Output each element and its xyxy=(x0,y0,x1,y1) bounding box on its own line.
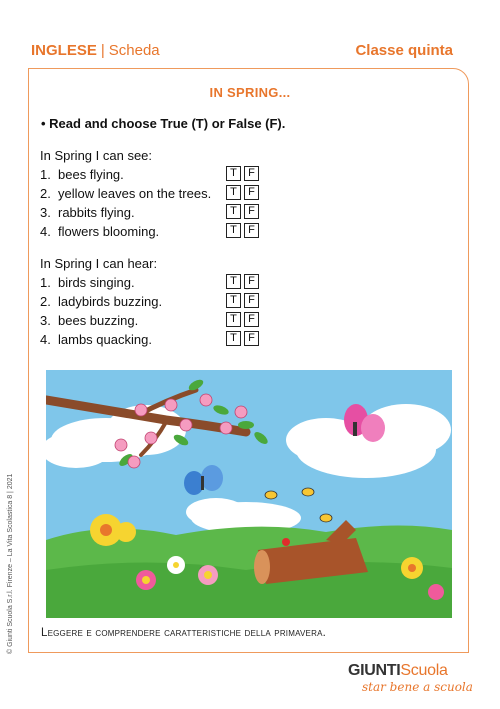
instruction: • Read and choose True (T) or False (F). xyxy=(41,116,286,131)
flower-pink xyxy=(136,570,156,590)
flower-pink-small xyxy=(198,565,218,585)
true-checkbox[interactable]: T xyxy=(226,312,241,327)
false-checkbox[interactable]: F xyxy=(244,166,259,181)
true-checkbox[interactable]: T xyxy=(226,166,241,181)
false-checkbox[interactable]: F xyxy=(244,185,259,200)
logo-brand-a: GIUNTI xyxy=(348,662,401,679)
false-checkbox[interactable]: F xyxy=(244,223,259,238)
flower-pink-right xyxy=(428,584,444,600)
spring-illustration xyxy=(46,370,452,618)
list-item: 1. birds singing. xyxy=(40,275,135,290)
list-item: 1. bees flying. xyxy=(40,167,124,182)
header-subject xyxy=(31,42,160,59)
logo-tagline: star bene a scuola xyxy=(362,680,473,694)
copyright-note: © Giunti Scuola S.r.l. Firenze – La Vita Scolastica 8 | 2021 xyxy=(7,473,14,654)
list-item: 2. ladybirds buzzing. xyxy=(40,294,163,309)
list-item: 3. bees buzzing. xyxy=(40,313,139,328)
worksheet-type: Scheda xyxy=(108,42,160,59)
header-divider: | xyxy=(100,42,105,59)
list-item: 4. flowers blooming. xyxy=(40,224,160,239)
section-see-intro: In Spring I can see: xyxy=(40,148,153,163)
true-checkbox[interactable]: T xyxy=(226,274,241,289)
true-checkbox[interactable]: T xyxy=(226,331,241,346)
true-checkbox[interactable]: T xyxy=(226,293,241,308)
false-checkbox[interactable]: F xyxy=(244,312,259,327)
grass-front xyxy=(46,562,452,618)
true-checkbox[interactable]: T xyxy=(226,185,241,200)
flower-white xyxy=(167,556,185,574)
grade-label: Classe quinta xyxy=(355,42,453,59)
caption: Leggere e comprendere caratteristiche della primavera. xyxy=(41,627,327,639)
true-checkbox[interactable]: T xyxy=(226,204,241,219)
false-checkbox[interactable]: F xyxy=(244,274,259,289)
false-checkbox[interactable]: F xyxy=(244,293,259,308)
subject-label: INGLESE xyxy=(31,42,97,59)
logo-brand-b: Scuola xyxy=(400,662,448,679)
worksheet-title: IN SPRING... xyxy=(209,85,291,100)
true-checkbox[interactable]: T xyxy=(226,223,241,238)
false-checkbox[interactable]: F xyxy=(244,331,259,346)
list-item: 4. lambs quacking. xyxy=(40,332,152,347)
list-item: 2. yellow leaves on the trees. xyxy=(40,186,212,201)
list-item: 3. rabbits flying. xyxy=(40,205,135,220)
section-hear-intro: In Spring I can hear: xyxy=(40,256,158,271)
publisher-logo xyxy=(348,662,473,694)
false-checkbox[interactable]: F xyxy=(244,204,259,219)
flower-yellow-right xyxy=(401,557,423,579)
